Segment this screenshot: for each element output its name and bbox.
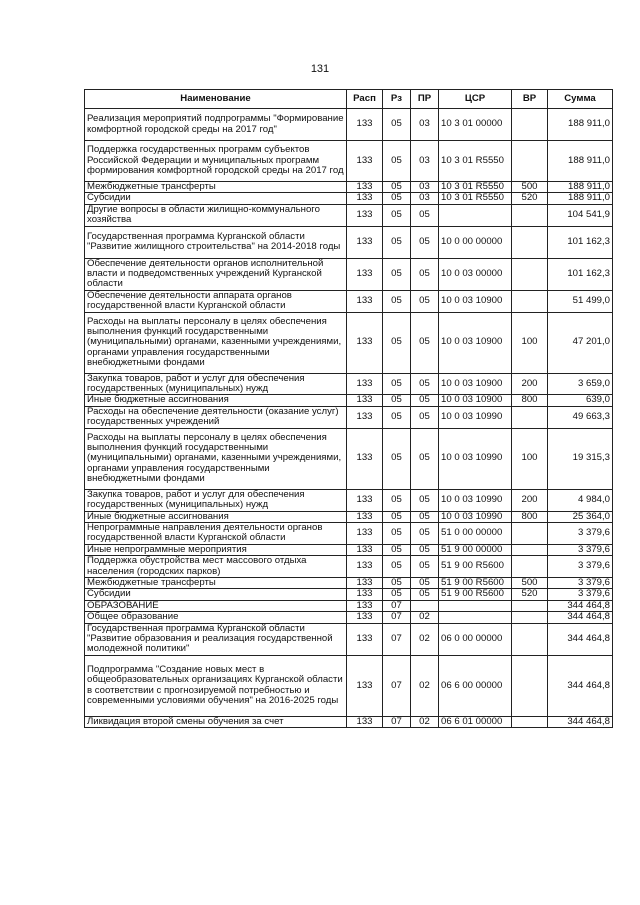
- row-rasp: 133: [347, 406, 383, 428]
- row-rz: 05: [383, 109, 411, 141]
- row-name: Государственная программа Курганской области "Развитие жилищного строительства" на 2014-2018 годы: [85, 226, 347, 258]
- column-header-name: Наименование: [85, 90, 347, 109]
- row-rz: 05: [383, 373, 411, 395]
- row-vr: 200: [512, 373, 548, 395]
- row-pr: 03: [411, 141, 439, 182]
- row-csr: 51 9 00 R5600: [439, 556, 512, 578]
- row-rasp: 133: [347, 182, 383, 193]
- row-csr: 10 0 00 00000: [439, 226, 512, 258]
- row-sum: 188 911,0: [548, 182, 613, 193]
- row-vr: 500: [512, 182, 548, 193]
- row-rasp: 133: [347, 655, 383, 716]
- table-row: [85, 556, 613, 578]
- row-csr: 10 0 03 10900: [439, 373, 512, 395]
- row-pr: 05: [411, 204, 439, 226]
- row-name: Иные бюджетные ассигнования: [85, 395, 347, 406]
- row-csr: 10 0 03 10990: [439, 489, 512, 511]
- row-rz: 05: [383, 556, 411, 578]
- row-sum: 188 911,0: [548, 109, 613, 141]
- table-row: [85, 489, 613, 511]
- row-sum: 3 379,6: [548, 589, 613, 600]
- row-name: Поддержка обустройства мест массового отдыха населения (городских парков): [85, 556, 347, 578]
- row-sum: 104 541,9: [548, 204, 613, 226]
- table-row: [85, 589, 613, 600]
- table-row: [85, 395, 613, 406]
- row-pr: 02: [411, 716, 439, 727]
- row-vr: [512, 556, 548, 578]
- row-rasp: 133: [347, 290, 383, 312]
- row-pr: 02: [411, 623, 439, 655]
- row-rz: 07: [383, 623, 411, 655]
- row-pr: 05: [411, 511, 439, 522]
- row-sum: 3 379,6: [548, 522, 613, 544]
- row-rasp: 133: [347, 589, 383, 600]
- row-name: Субсидии: [85, 193, 347, 204]
- row-vr: 520: [512, 193, 548, 204]
- table-row: [85, 612, 613, 623]
- row-pr: 03: [411, 182, 439, 193]
- row-rz: 05: [383, 258, 411, 290]
- row-csr: 51 0 00 00000: [439, 522, 512, 544]
- row-vr: [512, 290, 548, 312]
- row-csr: 51 9 00 R5600: [439, 577, 512, 588]
- row-vr: [512, 544, 548, 555]
- row-sum: 188 911,0: [548, 193, 613, 204]
- column-header-rasp: Расп: [347, 90, 383, 109]
- row-sum: 3 659,0: [548, 373, 613, 395]
- row-pr: 03: [411, 109, 439, 141]
- table-row: [85, 204, 613, 226]
- row-name: Расходы на выплаты персоналу в целях обеспечения выполнения функций государственными (муниципальными) органами, казенными учреждениями, органами управления государственными внебюджетными фондами: [85, 428, 347, 489]
- row-vr: 100: [512, 312, 548, 373]
- row-rasp: 133: [347, 226, 383, 258]
- row-csr: [439, 600, 512, 611]
- budget-table: [84, 89, 613, 728]
- row-rasp: 133: [347, 612, 383, 623]
- row-pr: 05: [411, 489, 439, 511]
- row-name: Государственная программа Курганской области "Развитие образования и реализация государственной молодежной политики": [85, 623, 347, 655]
- row-sum: 49 663,3: [548, 406, 613, 428]
- row-csr: [439, 612, 512, 623]
- row-rasp: 133: [347, 373, 383, 395]
- table-row: [85, 193, 613, 204]
- column-header-pr: ПР: [411, 90, 439, 109]
- row-sum: 19 315,3: [548, 428, 613, 489]
- row-vr: [512, 258, 548, 290]
- row-rasp: 133: [347, 522, 383, 544]
- row-name: Обеспечение деятельности аппарата органов государственной власти Курганской области: [85, 290, 347, 312]
- row-pr: 05: [411, 544, 439, 555]
- row-vr: [512, 612, 548, 623]
- table-header-row: [85, 90, 613, 109]
- row-rasp: 133: [347, 556, 383, 578]
- row-sum: 101 162,3: [548, 258, 613, 290]
- row-name: ОБРАЗОВАНИЕ: [85, 600, 347, 611]
- row-name: Расходы на выплаты персоналу в целях обеспечения выполнения функций государственными (муниципальными) органами, казенными учреждениями, органами управления государственными внебюджетными фондами: [85, 312, 347, 373]
- row-pr: 05: [411, 589, 439, 600]
- row-pr: 05: [411, 373, 439, 395]
- row-name: Общее образование: [85, 612, 347, 623]
- row-csr: 10 0 03 10900: [439, 395, 512, 406]
- row-csr: 10 0 03 10990: [439, 428, 512, 489]
- row-sum: 3 379,6: [548, 556, 613, 578]
- row-rz: 05: [383, 226, 411, 258]
- row-name: Обеспечение деятельности органов исполнительной власти и подведомственных учреждений Курганской области: [85, 258, 347, 290]
- row-csr: 10 3 01 R5550: [439, 141, 512, 182]
- row-rasp: 133: [347, 109, 383, 141]
- table-row: [85, 226, 613, 258]
- row-vr: [512, 109, 548, 141]
- row-rasp: 133: [347, 489, 383, 511]
- row-csr: 10 0 03 10990: [439, 406, 512, 428]
- row-pr: 05: [411, 312, 439, 373]
- row-name: Другие вопросы в области жилищно-коммунального хозяйства: [85, 204, 347, 226]
- row-rasp: 133: [347, 544, 383, 555]
- row-rz: 05: [383, 489, 411, 511]
- column-header-sum: Сумма: [548, 90, 613, 109]
- row-csr: 06 6 01 00000: [439, 716, 512, 727]
- row-vr: [512, 623, 548, 655]
- row-csr: 10 0 03 00000: [439, 258, 512, 290]
- table-row: [85, 141, 613, 182]
- row-rasp: 133: [347, 600, 383, 611]
- row-vr: [512, 522, 548, 544]
- row-vr: 520: [512, 589, 548, 600]
- table-row: [85, 406, 613, 428]
- table-row: [85, 716, 613, 727]
- row-vr: 800: [512, 395, 548, 406]
- row-name: Непрограммные направления деятельности органов государственной власти Курганской области: [85, 522, 347, 544]
- table-row: [85, 600, 613, 611]
- row-csr: 51 9 00 R5600: [439, 589, 512, 600]
- row-name: Поддержка государственных программ субъектов Российской Федерации и муниципальных программ формирования комфортной городской среды на 2017 год: [85, 141, 347, 182]
- table-row: [85, 511, 613, 522]
- row-rz: 05: [383, 204, 411, 226]
- row-rasp: 133: [347, 511, 383, 522]
- row-sum: 344 464,8: [548, 655, 613, 716]
- table-row: [85, 290, 613, 312]
- row-vr: [512, 716, 548, 727]
- row-rasp: 133: [347, 623, 383, 655]
- row-vr: [512, 141, 548, 182]
- row-pr: [411, 600, 439, 611]
- row-csr: 10 3 01 R5550: [439, 193, 512, 204]
- row-sum: 344 464,8: [548, 612, 613, 623]
- row-sum: 25 364,0: [548, 511, 613, 522]
- row-rz: 05: [383, 589, 411, 600]
- row-rz: 07: [383, 612, 411, 623]
- row-csr: 06 6 00 00000: [439, 655, 512, 716]
- row-rz: 07: [383, 655, 411, 716]
- row-csr: 10 0 03 10900: [439, 312, 512, 373]
- row-pr: 05: [411, 290, 439, 312]
- row-pr: 05: [411, 522, 439, 544]
- table-row: [85, 623, 613, 655]
- row-vr: [512, 406, 548, 428]
- row-sum: 47 201,0: [548, 312, 613, 373]
- table-row: [85, 655, 613, 716]
- row-csr: 06 0 00 00000: [439, 623, 512, 655]
- row-name: Иные непрограммные мероприятия: [85, 544, 347, 555]
- page-number: 131: [310, 63, 330, 75]
- row-vr: 100: [512, 428, 548, 489]
- row-rz: 05: [383, 544, 411, 555]
- row-vr: [512, 655, 548, 716]
- row-name: Закупка товаров, работ и услуг для обеспечения государственных (муниципальных) нужд: [85, 489, 347, 511]
- row-csr: 10 3 01 00000: [439, 109, 512, 141]
- table-row: [85, 312, 613, 373]
- row-rz: 05: [383, 428, 411, 489]
- row-rz: 05: [383, 522, 411, 544]
- row-rz: 05: [383, 511, 411, 522]
- row-rz: 07: [383, 600, 411, 611]
- row-vr: 500: [512, 577, 548, 588]
- table-row: [85, 109, 613, 141]
- column-header-rz: Рз: [383, 90, 411, 109]
- row-rasp: 133: [347, 312, 383, 373]
- row-rz: 05: [383, 141, 411, 182]
- row-name: Закупка товаров, работ и услуг для обеспечения государственных (муниципальных) нужд: [85, 373, 347, 395]
- table-row: [85, 182, 613, 193]
- row-sum: 639,0: [548, 395, 613, 406]
- row-rasp: 133: [347, 193, 383, 204]
- row-pr: 05: [411, 226, 439, 258]
- row-csr: 51 9 00 00000: [439, 544, 512, 555]
- row-rasp: 133: [347, 395, 383, 406]
- table-row: [85, 428, 613, 489]
- row-pr: 03: [411, 193, 439, 204]
- row-rasp: 133: [347, 577, 383, 588]
- row-name: Межбюджетные трансферты: [85, 577, 347, 588]
- row-pr: 05: [411, 428, 439, 489]
- table-row: [85, 373, 613, 395]
- row-csr: [439, 204, 512, 226]
- row-pr: 05: [411, 395, 439, 406]
- row-rasp: 133: [347, 141, 383, 182]
- row-csr: 10 0 03 10990: [439, 511, 512, 522]
- row-sum: 3 379,6: [548, 577, 613, 588]
- row-pr: 05: [411, 258, 439, 290]
- row-pr: 05: [411, 406, 439, 428]
- row-rz: 05: [383, 182, 411, 193]
- row-vr: [512, 600, 548, 611]
- table-body: [85, 109, 613, 728]
- row-rasp: 133: [347, 258, 383, 290]
- row-rasp: 133: [347, 428, 383, 489]
- row-rz: 05: [383, 193, 411, 204]
- table-row: [85, 577, 613, 588]
- row-pr: 02: [411, 655, 439, 716]
- row-sum: 188 911,0: [548, 141, 613, 182]
- row-sum: 344 464,8: [548, 716, 613, 727]
- row-vr: 800: [512, 511, 548, 522]
- row-name: Расходы на обеспечение деятельности (оказание услуг) государственных учреждений: [85, 406, 347, 428]
- row-sum: 344 464,8: [548, 600, 613, 611]
- row-name: Межбюджетные трансферты: [85, 182, 347, 193]
- row-name: Субсидии: [85, 589, 347, 600]
- row-vr: [512, 226, 548, 258]
- row-rz: 05: [383, 312, 411, 373]
- row-rz: 07: [383, 716, 411, 727]
- column-header-vr: ВР: [512, 90, 548, 109]
- row-csr: 10 3 01 R5550: [439, 182, 512, 193]
- row-rasp: 133: [347, 204, 383, 226]
- row-name: Ликвидация второй смены обучения за счет: [85, 716, 347, 727]
- row-vr: 200: [512, 489, 548, 511]
- table-row: [85, 544, 613, 555]
- row-name: Подпрограмма "Создание новых мест в общеобразовательных организациях Курганской области в соответствии с прогнозируемой потребностью и современными условиями обучения" на 2016-2025 годы: [85, 655, 347, 716]
- table-row: [85, 522, 613, 544]
- row-pr: 02: [411, 612, 439, 623]
- row-sum: 101 162,3: [548, 226, 613, 258]
- row-rz: 05: [383, 290, 411, 312]
- row-vr: [512, 204, 548, 226]
- column-header-csr: ЦСР: [439, 90, 512, 109]
- row-rz: 05: [383, 406, 411, 428]
- row-sum: 344 464,8: [548, 623, 613, 655]
- row-sum: 3 379,6: [548, 544, 613, 555]
- row-pr: 05: [411, 577, 439, 588]
- row-name: Иные бюджетные ассигнования: [85, 511, 347, 522]
- row-rz: 05: [383, 577, 411, 588]
- row-name: Реализация мероприятий подпрограммы "Формирование комфортной городской среды на 2017 год": [85, 109, 347, 141]
- row-sum: 4 984,0: [548, 489, 613, 511]
- table-row: [85, 258, 613, 290]
- row-rasp: 133: [347, 716, 383, 727]
- row-pr: 05: [411, 556, 439, 578]
- row-sum: 51 499,0: [548, 290, 613, 312]
- row-rz: 05: [383, 395, 411, 406]
- row-csr: 10 0 03 10900: [439, 290, 512, 312]
